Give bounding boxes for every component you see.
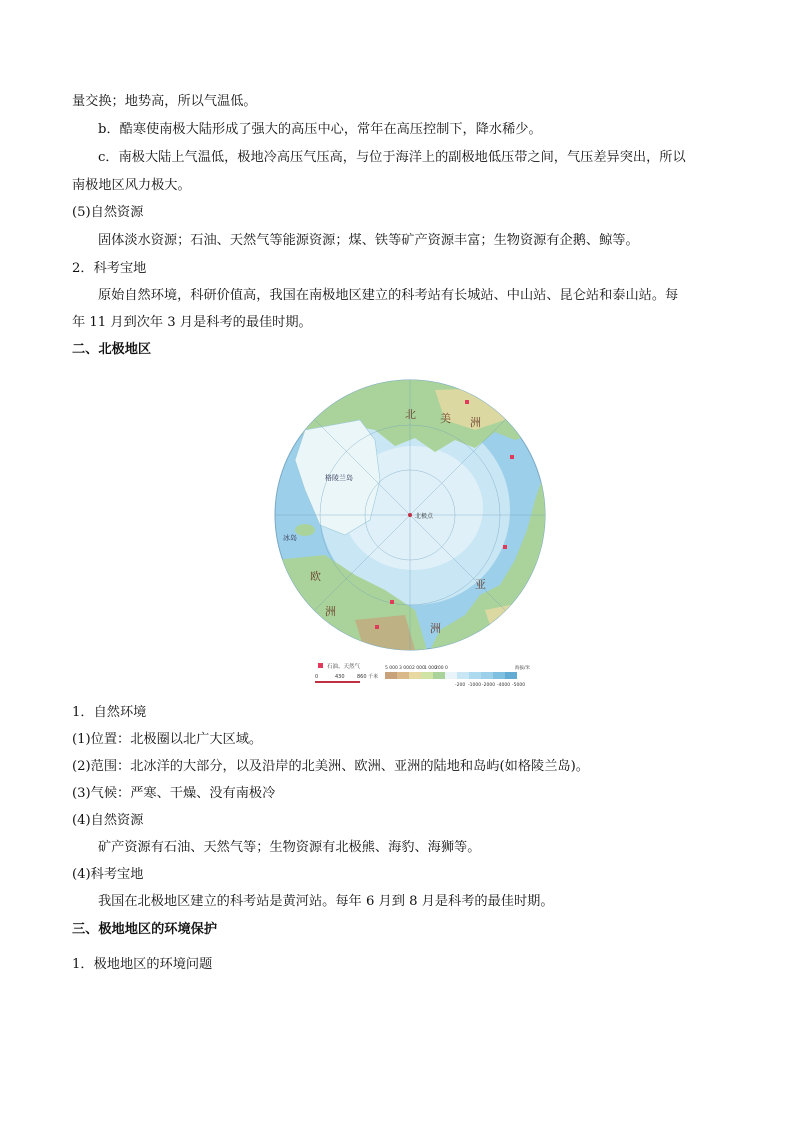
label-greenland: 格陵兰岛 [325,474,353,482]
paragraph-line: c．南极大陆上气温低，极地冷高压气压高，与位于海洋上的副极地低压带之间，气压差异突出，所以 [98,150,686,165]
paragraph-line: 年 11 月到次年 3 月是科考的最佳时期。 [72,315,312,330]
north-pole-marker [408,513,412,517]
elev-label: 1 000 [424,666,437,671]
label-ou: 欧 [310,570,321,583]
depth-label: -2000 [482,683,496,688]
subheading: (5)自然资源 [72,205,144,220]
legend-oil-label: 石油、天然气 [327,664,361,670]
subheading: 1．自然环境 [72,705,147,720]
paragraph-line: 我国在北极地区建立的科考站是黄河站。每年 6 月到 8 月是科考的最佳时期。 [98,894,554,909]
map-highland [485,600,545,655]
paragraph-line: (3)气候：严寒、干燥、没有南极冷 [72,786,276,801]
subheading: 1．极地地区的环境问题 [72,957,213,972]
label-mei: 美 [440,412,451,425]
depth-label: -200 [455,683,466,688]
label-zhou-as: 洲 [430,622,441,635]
label-bei: 北 [405,408,416,421]
paragraph-line: (1)位置：北极圈以北广大区域。 [72,732,263,747]
label-zhou-na: 洲 [470,416,481,429]
paragraph-line: b．酷寒使南极大陆形成了强大的高压中心，常年在高压控制下，降水稀少。 [98,122,542,137]
subheading: (4)科考宝地 [72,867,144,882]
paragraph-line: 原始自然环境，科研价值高，我国在南极地区建立的科考站有长城站、中山站、昆仑站和泰山站。每 [98,288,679,303]
elev-label: 2 000 [412,666,425,671]
subheading: 2．科考宝地 [72,261,147,276]
paragraph-line: 南极地区风力极大。 [72,178,191,193]
scale-label-1: 430 [335,674,345,680]
label-iceland: 冰岛 [283,534,297,542]
elev-label: 5 000 [385,666,398,671]
elev-label: 3 000 [399,666,412,671]
label-zhou-eu: 洲 [325,605,336,618]
paragraph-line: 矿产资源有石油、天然气等；生物资源有北极熊、海豹、海狮等。 [98,840,481,855]
elev-label: 0 [445,666,448,671]
elevation-unit: 海拔/米 [515,666,531,671]
section-heading: 三、极地地区的环境保护 [72,922,218,937]
paragraph-line: (2)范围：北冰洋的大部分，以及沿岸的北美洲、欧洲、亚洲的陆地和岛屿(如格陵兰岛)。 [72,759,589,774]
depth-label: -1000 [468,683,482,688]
label-ya: 亚 [475,578,486,591]
section-heading: 二、北极地区 [72,342,152,357]
subheading: (4)自然资源 [72,813,144,828]
scale-label-2: 860 千米 [357,674,379,680]
arctic-map-svg [265,360,555,690]
arctic-map [265,360,555,690]
map-mountain [355,615,415,652]
legend-oil-swatch [318,663,323,668]
elevation-legend [385,672,517,679]
map-iceland [295,524,315,536]
paragraph-line: 固体淡水资源；石油、天然气等能源资源；煤、铁等矿产资源丰富；生物资源有企鹅、鲸等。 [98,233,639,248]
scale-label-0: 0 [315,674,319,680]
elev-label: 200 [435,666,444,671]
pole-label: 北极点 [415,513,434,520]
depth-label: -5000 [512,683,526,688]
depth-label: -4000 [497,683,511,688]
paragraph-line: 量交换；地势高，所以气温低。 [72,94,257,109]
